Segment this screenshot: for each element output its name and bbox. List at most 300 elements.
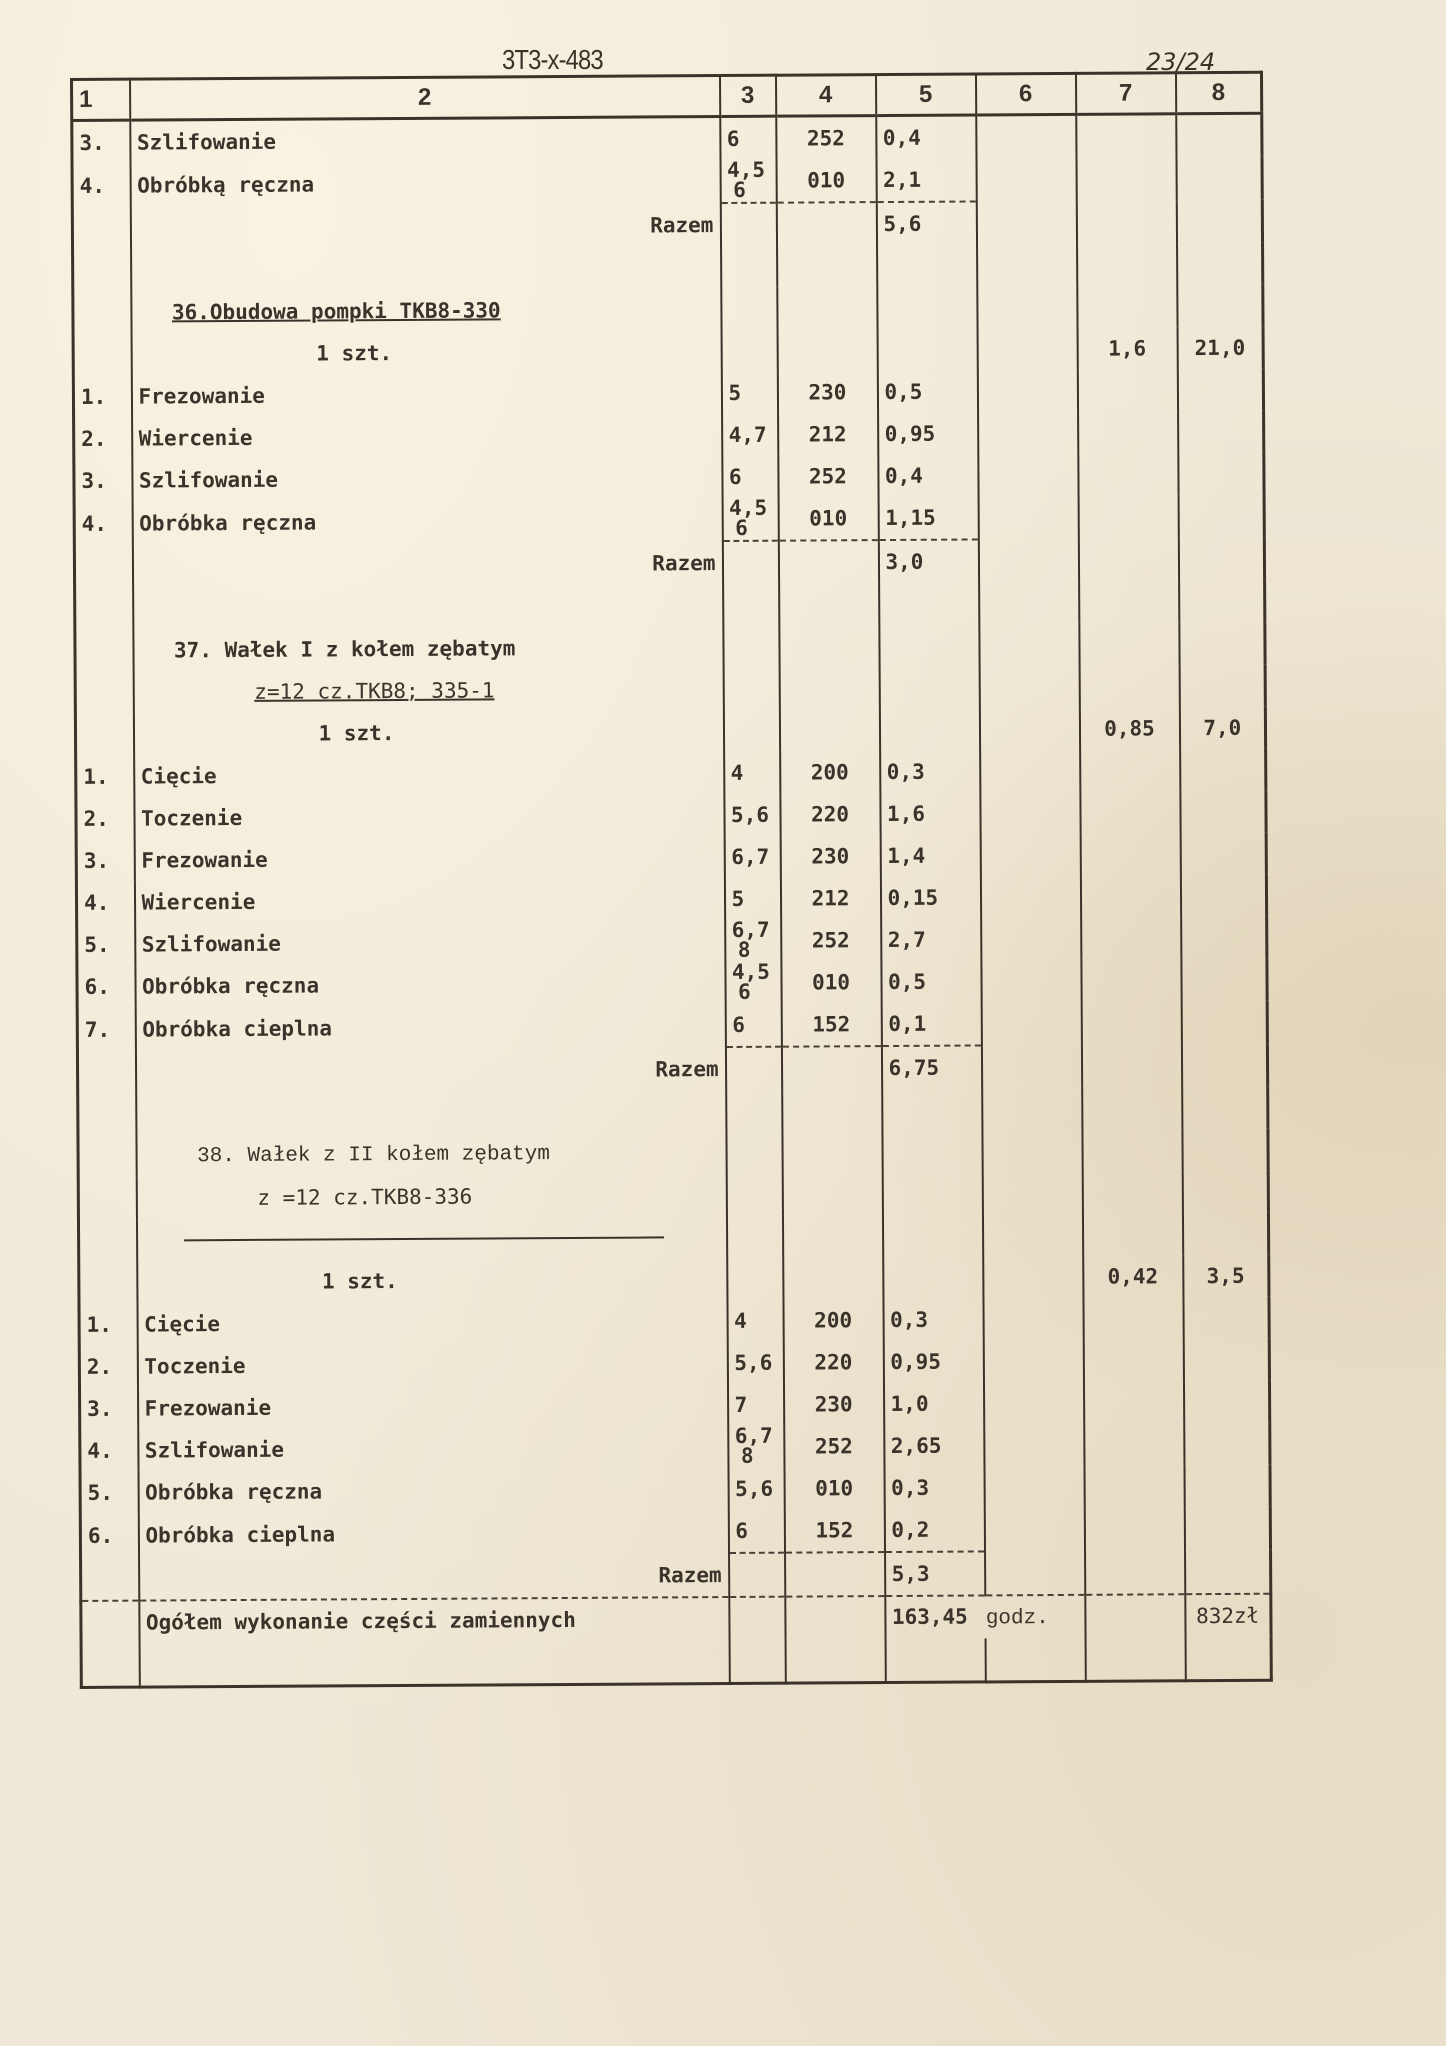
hours-value: 0,4 [878,454,978,497]
rate-code: 010 [784,1467,884,1510]
hours-value: 0,3 [884,1466,984,1509]
time-norm-cell [727,1384,783,1426]
unit-cost-value: 7,0 [1179,707,1265,750]
empty-cell [782,1131,882,1174]
empty-cell [78,1094,136,1136]
empty-cell [1076,114,1176,158]
empty-cell [1176,200,1262,244]
operation-row [73,369,1263,418]
empty-cell [782,1173,882,1216]
empty-cell [1085,1550,1185,1595]
operation-row [74,495,1264,545]
empty-cell [976,114,1076,158]
empty-cell [1077,243,1177,286]
empty-cell [976,201,1076,245]
value-main: 5,6 [734,1350,773,1375]
operation-name: Cięcie [137,1300,727,1346]
rule-row [78,1213,1268,1262]
stacked-value [728,380,742,405]
empty-cell [73,292,131,334]
value-main: 5,6 [730,802,770,827]
empty-cell [785,1552,885,1597]
operation-row [74,411,1264,460]
hours-value: 2,7 [881,918,981,961]
operation-row [72,113,1262,164]
unit-hours-value: 1,6 [1077,327,1177,370]
empty-cell [980,876,1080,919]
hours-value: 1,4 [880,834,980,877]
empty-cell [984,1466,1084,1509]
operation-name: Cięcie [134,752,724,798]
row-number: 1. [76,756,134,798]
empty-cell [981,918,1081,961]
empty-cell [882,1172,982,1215]
operation-name: Frezowanie [134,836,724,882]
empty-cell [1177,243,1263,286]
empty-cell [783,1257,883,1300]
time-norm-cell [727,1342,783,1384]
empty-cell [879,666,979,709]
rate-code: 230 [780,835,880,878]
grand-total-hours [885,1595,1085,1639]
empty-cell [985,1638,1085,1682]
empty-cell [1078,538,1178,582]
row-number: 3. [74,460,132,502]
empty-cell [723,668,779,710]
operation-row [77,917,1267,966]
empty-cell [1184,1423,1270,1466]
empty-cell [77,1051,135,1094]
operation-row [79,1339,1269,1388]
page-number: 23/24 [1146,48,1216,76]
empty-cell [882,1130,982,1173]
hours-value: 1,15 [878,496,978,540]
empty-cell [983,1256,1083,1299]
row-number: 3. [80,1388,138,1430]
rate-code: 252 [778,455,878,498]
time-norm-cell [728,1423,784,1468]
empty-cell [725,1047,781,1090]
rate-code: 010 [778,497,878,541]
empty-cell [984,1508,1084,1552]
operation-name: Obróbką ręczna [130,160,720,207]
empty-cell [977,328,1077,371]
empty-cell [982,1130,1082,1173]
section-subtitle: z =12 cz.TKB8-336 [136,1174,726,1220]
empty-cell [1084,1423,1184,1466]
rate-code: 200 [780,751,880,794]
empty-cell [73,334,131,376]
empty-cell [776,202,876,246]
operation-name: Wiercenie [134,878,724,924]
time-norm-cell [728,1510,784,1553]
empty-cell [139,1640,729,1687]
unit-hours-value: 0,85 [1079,707,1179,750]
empty-cell [779,709,879,752]
empty-cell [782,1215,882,1258]
empty-cell [879,624,979,667]
unit-cost-value: 21,0 [1177,327,1263,370]
empty-cell [1184,1507,1270,1551]
operation-name: Szlifowanie [138,1426,728,1472]
value-main: 6 [735,1518,749,1543]
quantity-label: 1 szt. [137,1258,727,1304]
empty-cell [877,328,977,371]
rate-code: 200 [783,1299,883,1342]
hours-value: 0,95 [883,1340,983,1383]
operation-row [77,1001,1267,1051]
empty-cell [1084,1507,1184,1551]
empty-cell [133,584,723,630]
value-main: 4,5 [729,495,768,520]
empty-cell [982,1214,1082,1257]
empty-cell [1180,791,1266,834]
hours-value: 0,5 [881,960,981,1003]
row-number: 2. [74,418,132,460]
document-code: 3T3-x-483 [502,44,603,75]
empty-cell [1184,1465,1270,1508]
column-header: 5 [875,74,975,116]
empty-cell [980,750,1080,793]
value-main: 6,7 [731,844,770,869]
rate-code: 152 [781,1003,881,1047]
empty-cell [1181,959,1267,1002]
stacked-value [731,886,745,911]
time-norm-cell [724,878,780,920]
value-main: 5,6 [735,1476,774,1501]
stacked-value [726,126,740,151]
row-number: 7. [77,1008,135,1051]
empty-filler-row [81,1637,1271,1688]
column-header-row [72,72,1262,120]
empty-cell [980,792,1080,835]
empty-cell [977,244,1077,287]
column-header: 7 [1075,73,1175,115]
section-title: 38. Wałek z II kołem zębatym [136,1132,726,1178]
empty-cell [1181,1044,1267,1088]
value-main: 4,5 [731,959,770,984]
empty-cell [1180,875,1266,918]
empty-cell [1185,1550,1271,1595]
empty-cell [78,1136,136,1178]
empty-cell [723,710,779,752]
empty-cell [75,630,133,672]
value-main: 6 [726,126,740,151]
row-number: 4. [80,1430,138,1472]
section-title-row [73,285,1263,334]
section-subtitle: z=12 cz.TKB8; 335-1 [133,668,723,714]
empty-cell [985,1551,1085,1596]
empty-cell [779,625,879,668]
empty-cell [982,1172,1082,1215]
empty-cell [981,960,1081,1003]
time-norm-cell [722,495,778,541]
stacked-value [728,464,742,489]
stacked-value [728,422,767,447]
empty-cell [885,1638,985,1682]
empty-cell [75,714,133,756]
empty-cell [1181,917,1267,960]
section-subtitle-row [78,1171,1268,1220]
rate-code: 212 [780,877,880,920]
empty-cell [1078,411,1178,454]
empty-cell [1178,453,1264,496]
empty-cell [1081,917,1181,960]
empty-cell [1182,1129,1268,1172]
grand-total-amount: 832zł [1185,1594,1271,1638]
empty-cell [976,158,1076,202]
empty-cell [1079,623,1179,666]
value-sub: 6 [738,979,751,1004]
empty-cell [779,667,879,710]
empty-cell [1178,495,1264,539]
form-sheet [70,71,1271,1858]
value-main: 6 [732,1012,746,1037]
hours-value: 1,0 [883,1382,983,1425]
operation-row [76,833,1266,882]
empty-cell [1180,749,1266,792]
empty-cell [1183,1381,1269,1424]
operation-name: Toczenie [137,1342,727,1388]
rate-code: 010 [776,159,876,203]
value-main: 6 [728,464,742,489]
empty-cell [720,203,776,246]
operation-name: Szlifowanie [132,456,722,502]
row-number: 2. [76,798,134,840]
rate-code: 220 [783,1341,883,1384]
time-norm-cell [720,157,776,203]
value-main: 4 [734,1308,747,1333]
empty-cell [979,708,1079,751]
empty-cell [722,541,778,584]
stacked-value [732,1012,746,1037]
empty-cell [721,330,777,372]
empty-cell [1183,1339,1269,1382]
empty-cell [81,1644,139,1688]
row-number: 2. [79,1346,137,1388]
operation-row [79,1297,1269,1346]
empty-cell [723,626,779,668]
section-title-row [78,1129,1268,1178]
stacked-value [727,157,766,202]
empty-cell [1079,581,1179,624]
empty-cell [729,1640,785,1684]
empty-cell [1085,1594,1185,1638]
value-sub: 6 [733,177,746,202]
empty-cell [877,244,977,287]
empty-cell [726,1216,782,1258]
hours-value: 2,1 [876,158,976,202]
subtotal-row [77,1044,1267,1094]
column-header: 3 [719,75,775,116]
empty-cell [979,582,1079,625]
hours-value: 0,2 [884,1508,984,1552]
empty-cell [984,1424,1084,1467]
spacer-row [73,243,1263,292]
hours-value: 0,15 [880,876,980,919]
column-header: 4 [775,75,875,117]
rate-code: 252 [784,1425,884,1468]
operation-name: Obróbka cieplna [135,1004,725,1051]
empty-cell [1179,623,1265,666]
spacer-row [78,1087,1268,1136]
operation-row [80,1423,1270,1472]
time-norm-cell [725,1004,781,1047]
empty-cell [1079,665,1179,708]
section-title-row [75,623,1265,672]
time-norm-cell [725,917,781,962]
empty-cell [726,1132,782,1174]
unit-cost-value: 3,5 [1183,1255,1269,1298]
operation-name: Frezowanie [131,372,721,418]
value-main: 6,7 [731,917,770,942]
time-norm-cell [727,1300,783,1342]
row-number: 6. [77,966,135,1008]
empty-cell [729,1597,785,1640]
empty-cell [1182,1087,1268,1130]
empty-cell [879,708,979,751]
operation-row [80,1507,1270,1557]
empty-cell [983,1298,1083,1341]
value-sub: 8 [740,1443,754,1468]
operation-row [74,453,1264,502]
empty-cell [1078,453,1178,496]
stacked-value [734,1308,747,1333]
operation-name: Frezowanie [138,1384,728,1430]
operation-name: Obróbka cieplna [138,1510,728,1557]
empty-cell [777,329,877,372]
empty-cell [1177,285,1263,328]
grand-total-label: Ogółem wykonanie części zamiennych [139,1597,729,1644]
value-main: 7 [734,1392,748,1417]
empty-cell [1177,369,1263,412]
rate-code: 230 [783,1383,883,1426]
empty-cell [79,1262,137,1304]
rate-code: 010 [781,961,881,1004]
empty-cell [726,1174,782,1216]
stacked-value [731,844,770,869]
subtotal-value: 5,6 [876,201,976,245]
subtotal-label: Razem [132,541,722,588]
column-header: 1 [72,79,130,120]
empty-cell [131,246,721,292]
row-number: 5. [77,924,135,966]
empty-cell [1176,157,1262,201]
hours-value: 0,1 [881,1002,981,1046]
empty-cell [978,539,1078,583]
row-number: 5. [80,1472,138,1514]
section-subtitle-row [75,665,1265,714]
empty-cell [726,1090,782,1132]
empty-cell [1182,1213,1268,1256]
empty-cell [877,286,977,329]
quantity-row [79,1255,1269,1304]
rate-code: 252 [781,919,881,962]
stacked-value [735,1518,749,1543]
empty-cell [978,412,1078,455]
rate-code: 220 [780,793,880,836]
empty-cell [977,370,1077,413]
hours-value: 0,4 [876,115,976,159]
hours-value: 0,3 [880,750,980,793]
empty-cell [78,1178,136,1220]
empty-cell [1176,113,1262,157]
empty-cell [1085,1637,1185,1681]
rate-code: 152 [784,1509,884,1553]
empty-cell [1082,1129,1182,1172]
empty-cell [777,287,877,330]
empty-cell [982,1088,1082,1131]
empty-cell [1081,1001,1181,1045]
operation-row [77,959,1267,1008]
empty-cell [1179,665,1265,708]
row-number: 1. [73,376,131,418]
divider [184,1236,664,1241]
empty-cell [979,624,1079,667]
grand-total-hours-unit: godz. [985,1607,1049,1631]
empty-cell [1080,875,1180,918]
empty-cell [81,1557,139,1601]
empty-cell [1081,959,1181,1002]
empty-cell [1179,581,1265,624]
operation-name: Wiercenie [132,414,722,460]
grand-total-row [81,1594,1271,1644]
stacked-value [734,1423,773,1468]
divider-cell [136,1216,726,1262]
row-number: 6. [80,1514,138,1557]
empty-cell [777,245,877,288]
time-norm-cell [724,752,780,794]
operation-name: Szlifowanie [135,920,725,966]
stacked-value [734,1350,773,1375]
empty-cell [78,1220,136,1262]
subtotal-value: 6,75 [881,1045,981,1089]
empty-cell [983,1340,1083,1383]
row-number: 1. [79,1304,137,1346]
time-norm-cell [724,794,780,836]
empty-cell [1178,411,1264,454]
empty-cell [721,288,777,330]
empty-cell [979,666,1079,709]
empty-cell [1185,1637,1271,1681]
empty-cell [1076,157,1176,201]
operation-name: Szlifowanie [130,117,720,164]
operation-row [76,791,1266,840]
operations-table [70,71,1273,1689]
empty-cell [1082,1171,1182,1214]
empty-cell [1180,833,1266,876]
section-title: 36.Obudowa pompki TKB8-330 [131,288,721,334]
subtotal-row [81,1550,1271,1601]
row-number: 4. [76,882,134,924]
empty-cell [882,1214,982,1257]
value-main: 5 [728,380,742,405]
empty-cell [785,1596,885,1640]
operation-name: Toczenie [134,794,724,840]
empty-cell [977,286,1077,329]
empty-cell [1077,285,1177,328]
grand-total-hours-value: 163,45 [891,1604,968,1630]
operation-row [80,1465,1270,1514]
empty-cell [879,582,979,625]
row-number: 3. [76,840,134,882]
empty-cell [1082,1213,1182,1256]
empty-cell [1178,538,1264,582]
rate-code: 230 [777,371,877,414]
value-main: 6,7 [734,1423,773,1448]
operation-row [72,157,1262,207]
time-norm-cell [722,456,778,498]
